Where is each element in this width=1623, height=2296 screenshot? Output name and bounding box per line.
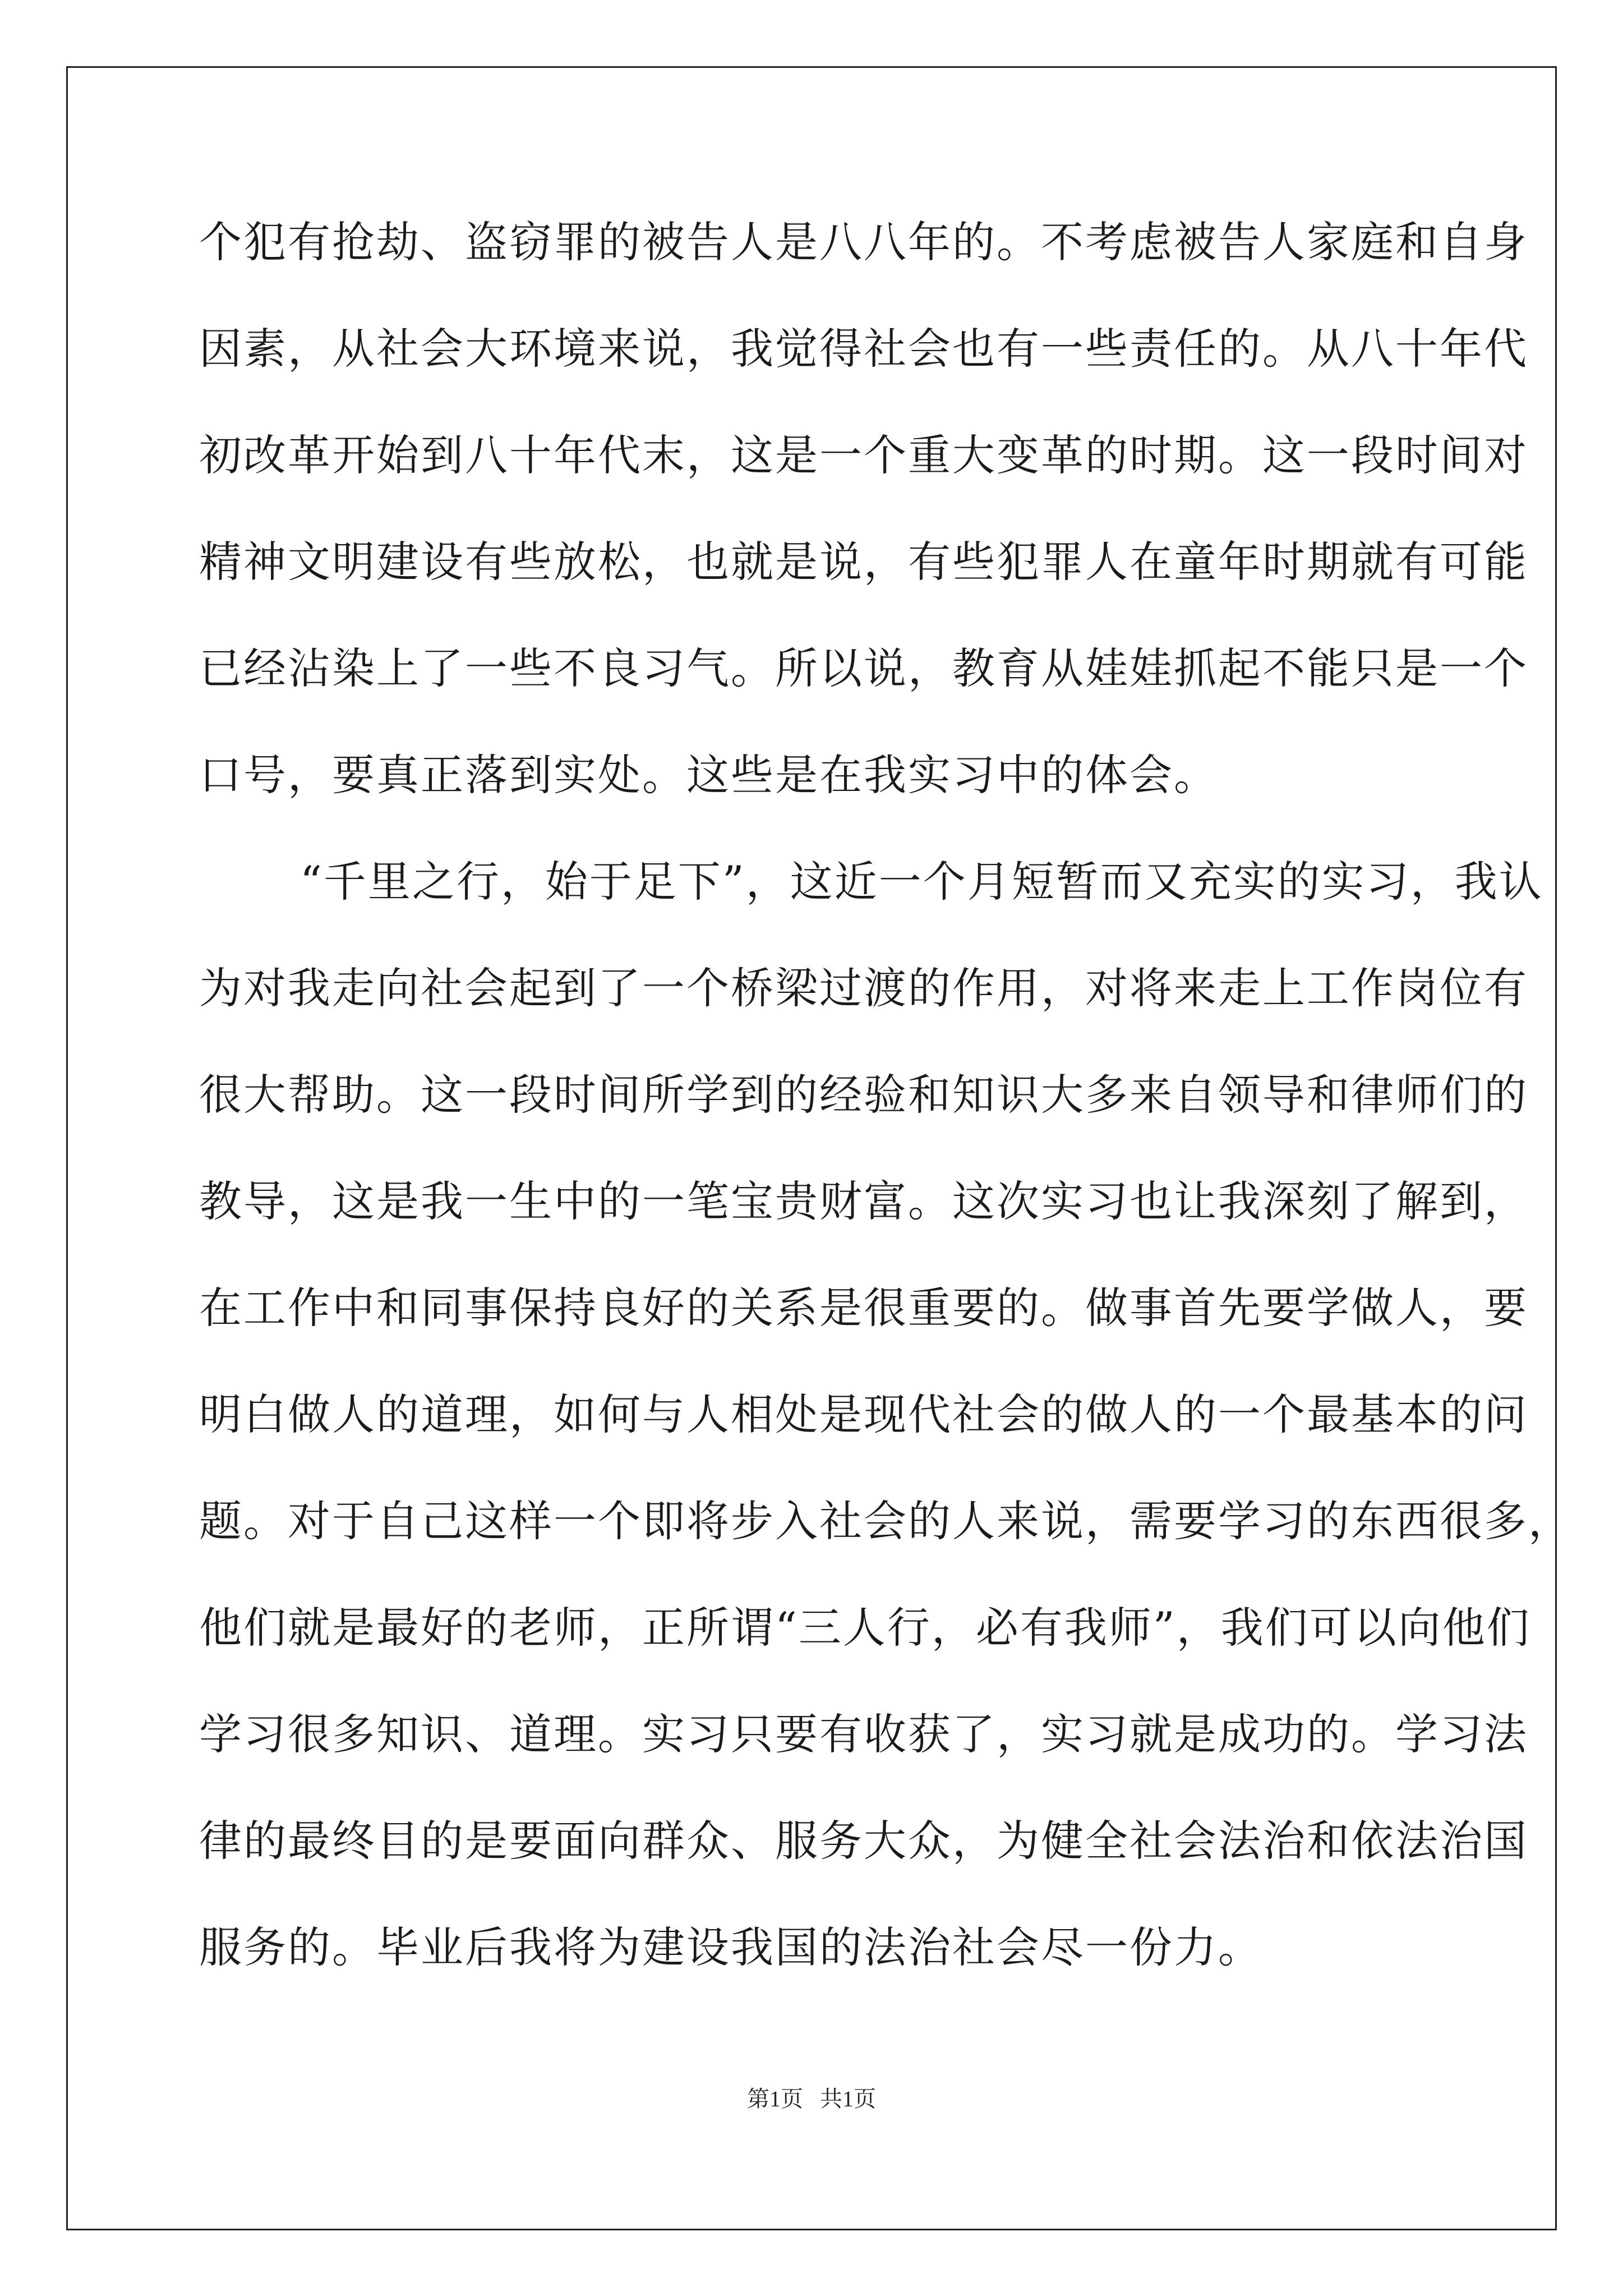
text-line: 口号，要真正落到实处。这些是在我实习中的体会。 xyxy=(199,750,1218,800)
text-line: 很大帮助。这一段时间所学到的经验和知识大多来自领导和律师们的 xyxy=(199,1070,1528,1120)
paragraph-start-line: “千里之行，始于足下”，这近一个月短暂而又充实的实习，我认 xyxy=(300,857,1543,907)
text-line: 律的最终目的是要面向群众、服务大众，为健全社会法治和依法治国 xyxy=(199,1816,1528,1866)
text-line: 他们就是最好的老师，正所谓“三人行，必有我师”，我们可以向他们 xyxy=(199,1603,1531,1653)
document-body xyxy=(199,209,1573,2021)
text-line: 精神文明建设有些放松，也就是说，有些犯罪人在童年时期就有可能 xyxy=(199,537,1528,587)
page-number-footer: 第1页 共1页 xyxy=(747,2086,876,2111)
text-line: 因素，从社会大环境来说，我觉得社会也有一些责任的。从八十年代 xyxy=(199,324,1528,374)
text-line: 个犯有抢劫、盗窃罪的被告人是八八年的。不考虑被告人家庭和自身 xyxy=(199,217,1528,267)
text-line: 服务的。毕业后我将为建设我国的法治社会尽一份力。 xyxy=(199,1922,1262,1972)
text-line: 已经沾染上了一些不良习气。所以说，教育从娃娃抓起不能只是一个 xyxy=(199,643,1528,693)
text-line: 题。对于自己这样一个即将步入社会的人来说，需要学习的东西很多， xyxy=(199,1496,1573,1546)
text-line: 在工作中和同事保持良好的关系是很重要的。做事首先要学做人，要 xyxy=(199,1283,1528,1333)
text-line: 为对我走向社会起到了一个桥梁过渡的作用，对将来走上工作岗位有 xyxy=(199,963,1528,1013)
text-line: 学习很多知识、道理。实习只要有收获了，实习就是成功的。学习法 xyxy=(199,1709,1528,1759)
text-line: 初改革开始到八十年代末，这是一个重大变革的时期。这一段时间对 xyxy=(199,430,1528,480)
text-line: 明白做人的道理，如何与人相处是现代社会的做人的一个最基本的问 xyxy=(199,1389,1528,1439)
text-line: 教导，这是我一生中的一笔宝贵财富。这次实习也让我深刻了解到， xyxy=(199,1176,1528,1226)
